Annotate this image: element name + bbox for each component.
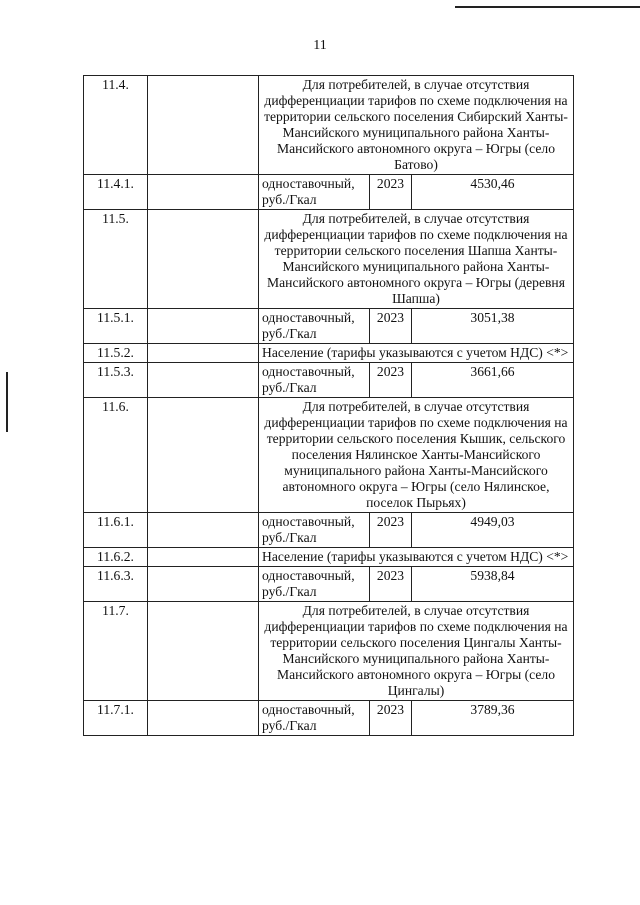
empty-cell bbox=[148, 513, 259, 548]
tariff-unit: одноставочный, руб./Гкал bbox=[259, 701, 370, 736]
tariff-year: 2023 bbox=[370, 309, 412, 344]
tariff-year: 2023 bbox=[370, 567, 412, 602]
tariff-year: 2023 bbox=[370, 363, 412, 398]
table-row-tariff bbox=[84, 309, 574, 344]
consumer-description: Для потребителей, в случае отсутствия дифференциации тарифов по схеме подключения на территории сельского поселения Сибирский Ханты-Мансийского муниципального района Ханты-Мансийского автономного округа – Югры (село Батово) bbox=[259, 76, 574, 175]
row-number: 11.4.1. bbox=[84, 175, 148, 210]
tariff-value: 5938,84 bbox=[412, 567, 574, 602]
empty-cell bbox=[148, 363, 259, 398]
row-number: 11.7.1. bbox=[84, 701, 148, 736]
population-label: Население (тарифы указываются с учетом НДС) <*> bbox=[259, 548, 574, 567]
row-number: 11.6.3. bbox=[84, 567, 148, 602]
empty-cell bbox=[148, 344, 259, 363]
empty-cell bbox=[148, 602, 259, 701]
table-row-population bbox=[84, 548, 574, 567]
tariff-year: 2023 bbox=[370, 513, 412, 548]
row-number: 11.5.2. bbox=[84, 344, 148, 363]
consumer-description: Для потребителей, в случае отсутствия дифференциации тарифов по схеме подключения на территории сельского поселения Шапша Ханты-Мансийского муниципального района Ханты-Мансийского автономного округа – Югры (деревня Шапша) bbox=[259, 210, 574, 309]
empty-cell bbox=[148, 701, 259, 736]
table-row-header bbox=[84, 602, 574, 701]
row-number: 11.5.3. bbox=[84, 363, 148, 398]
empty-cell bbox=[148, 76, 259, 175]
tariff-value: 3661,66 bbox=[412, 363, 574, 398]
empty-cell bbox=[148, 398, 259, 513]
table-row-header bbox=[84, 398, 574, 513]
page-number: 11 bbox=[313, 38, 327, 53]
row-number: 11.5. bbox=[84, 210, 148, 309]
margin-mark bbox=[6, 372, 8, 432]
table-row-tariff bbox=[84, 701, 574, 736]
tariff-unit: одноставочный, руб./Гкал bbox=[259, 567, 370, 602]
table-row-tariff bbox=[84, 567, 574, 602]
empty-cell bbox=[148, 309, 259, 344]
row-number: 11.4. bbox=[84, 76, 148, 175]
tariff-year: 2023 bbox=[370, 701, 412, 736]
tariff-table bbox=[83, 75, 574, 736]
tariff-value: 3051,38 bbox=[412, 309, 574, 344]
row-number: 11.7. bbox=[84, 602, 148, 701]
tariff-unit: одноставочный, руб./Гкал bbox=[259, 175, 370, 210]
consumer-description: Для потребителей, в случае отсутствия дифференциации тарифов по схеме подключения на территории сельского поселения Цингалы Ханты-Мансийского муниципального района Ханты-Мансийского автономного округа – Югры (село Цингалы) bbox=[259, 602, 574, 701]
table-row-population bbox=[84, 344, 574, 363]
consumer-description: Для потребителей, в случае отсутствия дифференциации тарифов по схеме подключения на территории сельского поселения Кышик, сельского поселения Нялинское Ханты-Мансийского муниципального района Ханты-Мансийского автономного округа – Югры (село Нялинское, поселок Пырьях) bbox=[259, 398, 574, 513]
table-row-tariff bbox=[84, 175, 574, 210]
row-number: 11.6. bbox=[84, 398, 148, 513]
tariff-unit: одноставочный, руб./Гкал bbox=[259, 309, 370, 344]
population-label: Население (тарифы указываются с учетом НДС) <*> bbox=[259, 344, 574, 363]
tariff-table-body bbox=[84, 76, 574, 736]
row-number: 11.6.2. bbox=[84, 548, 148, 567]
empty-cell bbox=[148, 548, 259, 567]
row-number: 11.5.1. bbox=[84, 309, 148, 344]
tariff-unit: одноставочный, руб./Гкал bbox=[259, 363, 370, 398]
empty-cell bbox=[148, 210, 259, 309]
table-row-header bbox=[84, 210, 574, 309]
row-number: 11.6.1. bbox=[84, 513, 148, 548]
tariff-value: 3789,36 bbox=[412, 701, 574, 736]
table-row-tariff bbox=[84, 363, 574, 398]
table-row-tariff bbox=[84, 513, 574, 548]
tariff-value: 4949,03 bbox=[412, 513, 574, 548]
tariff-year: 2023 bbox=[370, 175, 412, 210]
table-row-header bbox=[84, 76, 574, 175]
empty-cell bbox=[148, 567, 259, 602]
top-rule bbox=[455, 6, 640, 8]
tariff-value: 4530,46 bbox=[412, 175, 574, 210]
empty-cell bbox=[148, 175, 259, 210]
tariff-unit: одноставочный, руб./Гкал bbox=[259, 513, 370, 548]
